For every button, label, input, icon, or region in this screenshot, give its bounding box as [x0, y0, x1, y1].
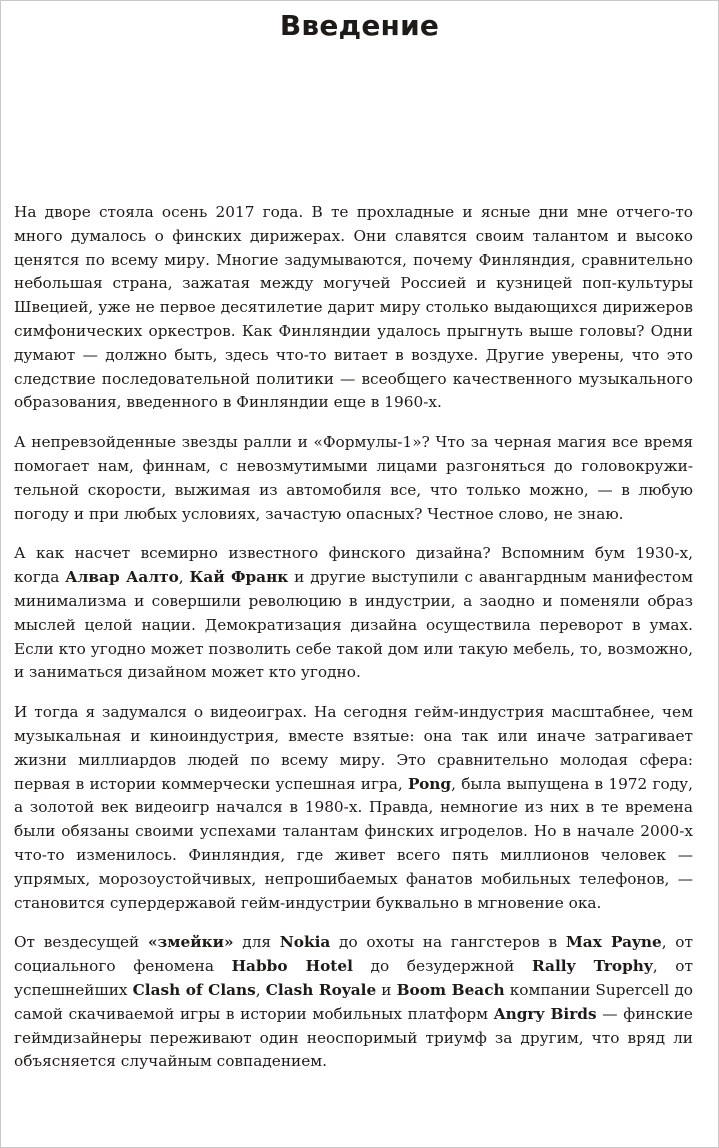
paragraph-4 [14, 701, 693, 915]
game-rally-trophy: Rally Trophy [531, 957, 653, 976]
text-run: до охоты на гангстеров в [330, 933, 566, 952]
paragraph-5 [14, 931, 693, 1074]
text-run: , [178, 568, 190, 587]
game-pong: Pong [407, 774, 452, 793]
text-run: , была выпущена в 1972 году, а золотой век видеоигр начался в 1980-х. Правда, немногие из них в те времена были обязаны своими успехами талантам финских игроделов. Но в начале 2000-х что-то изменилось. Финляндия, где живет всего пять миллионов человек — упрямых, морозоустойчивых, непрошибаемых фанатов мобильных телефонов, — становится супердержавой гейм-индустрии буквально в мгновение ока. [14, 774, 694, 912]
game-angry-birds: Angry Birds [493, 1004, 597, 1023]
text-run: , от социального феномена [14, 933, 693, 976]
paragraph-2: А непревзойденные звезды ралли и «Формулы-1»? Что за черная магия все время помогает нам, финнам, с невозмутимыми лицами разгоняться до головокружительной скорости, выжимая из автомобиля все, что только можно, — в любую погоду и при любых условиях, зачастую опасных? Честное слово, не знаю. [14, 433, 693, 523]
page-title: Введение [279, 9, 440, 42]
game-habbo-hotel: Habbo Hotel [231, 957, 353, 976]
text-run: , от успешнейших [14, 957, 693, 999]
text-run: компании Supercell до самой скачиваемой игры в истории мобильных платформ [14, 980, 694, 1023]
text-run: От вездесущей [14, 933, 148, 952]
article-body [14, 201, 693, 1090]
game-boom-beach: Boom Beach [396, 980, 505, 999]
text-run: и другие выступили с авангардным манифестом минимализма и совершили революцию в индустрии, а заодно и поменяли образ мыслей целой нации. Демократизация дизайна осуществила переворот в умах. Если кто угодно может позволить себе такой дом или такую мебель, то, возможно, и заниматься дизайном может кто угодно. [14, 568, 693, 682]
game-snake: «змейки» [147, 933, 234, 952]
text-run: , [255, 980, 266, 999]
name-alvar-aalto: Алвар Аалто [65, 568, 179, 587]
paragraph-1: На дворе стояла осень 2017 года. В те прохладные и ясные дни мне отчего-то много думалось о финских дирижерах. Они славятся своим талантом и высоко ценятся по всему миру. Многие задумываются, почему Финляндия, сравнительно небольшая страна, зажатая между могучей Россией и кузницей поп-культуры Швецией, уже не первое десятилетие дарит миру столько выдающихся дирижеров симфонических оркестров. Как Финляндии удалось прыгнуть выше головы? Одни думают — должно быть, здесь что-то витает в воздухе. Другие уверены, что это следствие последовательной политики — всеобщего качественного музыкального образования, введенного в Финляндии еще в 1960-х. [14, 203, 693, 412]
text-run: и [376, 980, 397, 999]
brand-nokia: Nokia [279, 933, 331, 952]
game-clash-of-clans: Clash of Clans [132, 980, 256, 999]
paragraph-3 [14, 542, 693, 685]
text-run: до безудержной [352, 957, 532, 976]
text-run: для [233, 933, 280, 952]
text-run: И тогда я задумался о видеоиграх. На сегодня гейм-индустрия масштабнее, чем музыкальная и киноиндустрия, вместе взятые: она так или иначе затрагивает жизни миллиардов людей по всему миру. Это сравнительно молодая сфера: первая в истории коммерчески успешная игра, [14, 703, 693, 793]
game-clash-royale: Clash Royale [265, 980, 377, 999]
name-kai-frank: Кай Франк [189, 568, 289, 587]
text-run: А как насчет всемирно известного финского дизайна? Вспомним бум 1930-х, когда [14, 544, 693, 587]
text-run: — финские геймдизайнеры переживают один неоспоримый триумф за другим, что вряд ли объясняется случайным совпадением. [14, 1004, 693, 1071]
game-max-payne: Max Payne [565, 933, 662, 952]
